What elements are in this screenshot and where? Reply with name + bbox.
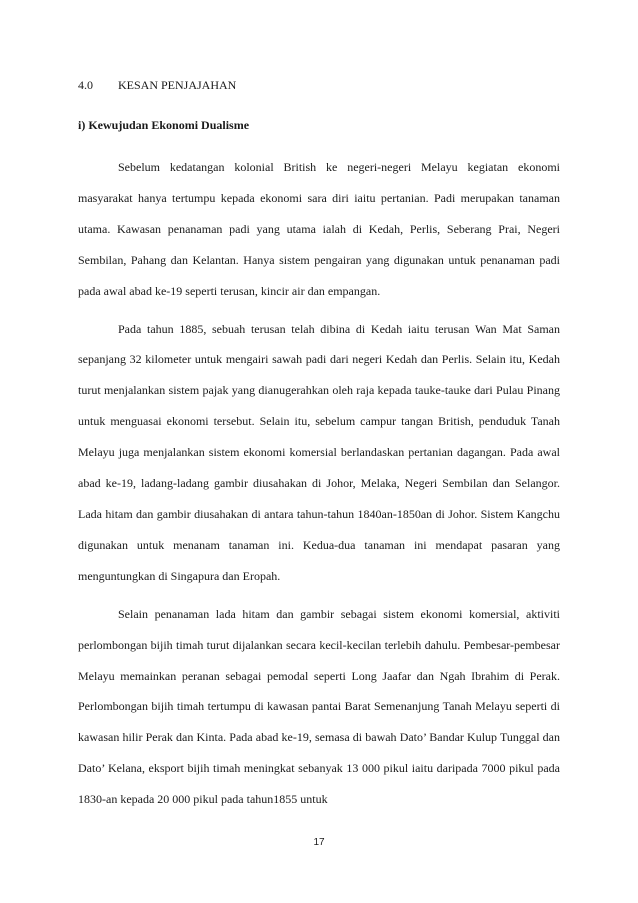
subsection-title: i) Kewujudan Ekonomi Dualisme xyxy=(78,118,250,132)
paragraph-2: Pada tahun 1885, sebuah terusan telah dibina di Kedah iaitu terusan Wan Mat Saman sepanjang 32 kilometer untuk mengairi sawah padi dari negeri Kedah dan Perlis. Selain itu, Kedah turut menjalankan sistem pajak yang dianugerahkan oleh raja kepada tauke-tauke dari Pulau Pinang untuk menguasai ekonomi tersebut. Selain itu, sebelum campur tangan British, penduduk Tanah Melayu juga menjalankan sistem ekonomi komersial berlandaskan pertanian dagangan. Pada awal abad ke-19, ladang-ladang gambir diusahakan di Johor, Melaka, Negeri Sembilan dan Selangor. Lada hitam dan gambir diusahakan di antara tahun-tahun 1840an-1850an di Johor. Sistem Kangchu digunakan untuk menanam tanaman ini. Kedua-dua tanaman ini mendapat pasaran yang menguntungkan di Singapura dan Eropah. xyxy=(78,321,560,583)
page-number: 17 xyxy=(313,837,325,848)
paragraph-3: Selain penanaman lada hitam dan gambir sebagai sistem ekonomi komersial, aktiviti perlombongan bijih timah turut dijalankan secara kecil-kecilan terlebih dahulu. Pembesar-pembesar Melayu memainkan peranan sebagai pemodal seperti Long Jaafar dan Ngah Ibrahim di Perak. Perlombongan bijih timah tertumpu di kawasan pantai Barat Semenanjung Tanah Melayu seperti di kawasan hilir Perak dan Kinta. Pada abad ke-19, semasa di bawah Dato’ Bandar Kulup Tunggal dan Dato’ Kelana, eksport bijih timah meningkat sebanyak 13 000 pikul iaitu daripada 7000 pikul pada 1830-an kepada 20 000 pikul pada tahun1855 untuk xyxy=(78,606,560,807)
section-title: KESAN PENJAJAHAN xyxy=(118,78,237,92)
paragraph-1: Sebelum kedatangan kolonial British ke negeri-negeri Melayu kegiatan ekonomi masyarakat hanya tertumpu kepada ekonomi sara diri iaitu pertanian. Padi merupakan tanaman utama. Kawasan penanaman padi yang utama ialah di Kedah, Perlis, Seberang Prai, Negeri Sembilan, Pahang dan Kelantan. Hanya sistem pengairan yang digunakan untuk penanaman padi pada awal abad ke-19 seperti terusan, kincir air dan empangan. xyxy=(78,160,560,298)
document-body xyxy=(78,152,560,815)
section-number: 4.0 xyxy=(78,78,93,92)
